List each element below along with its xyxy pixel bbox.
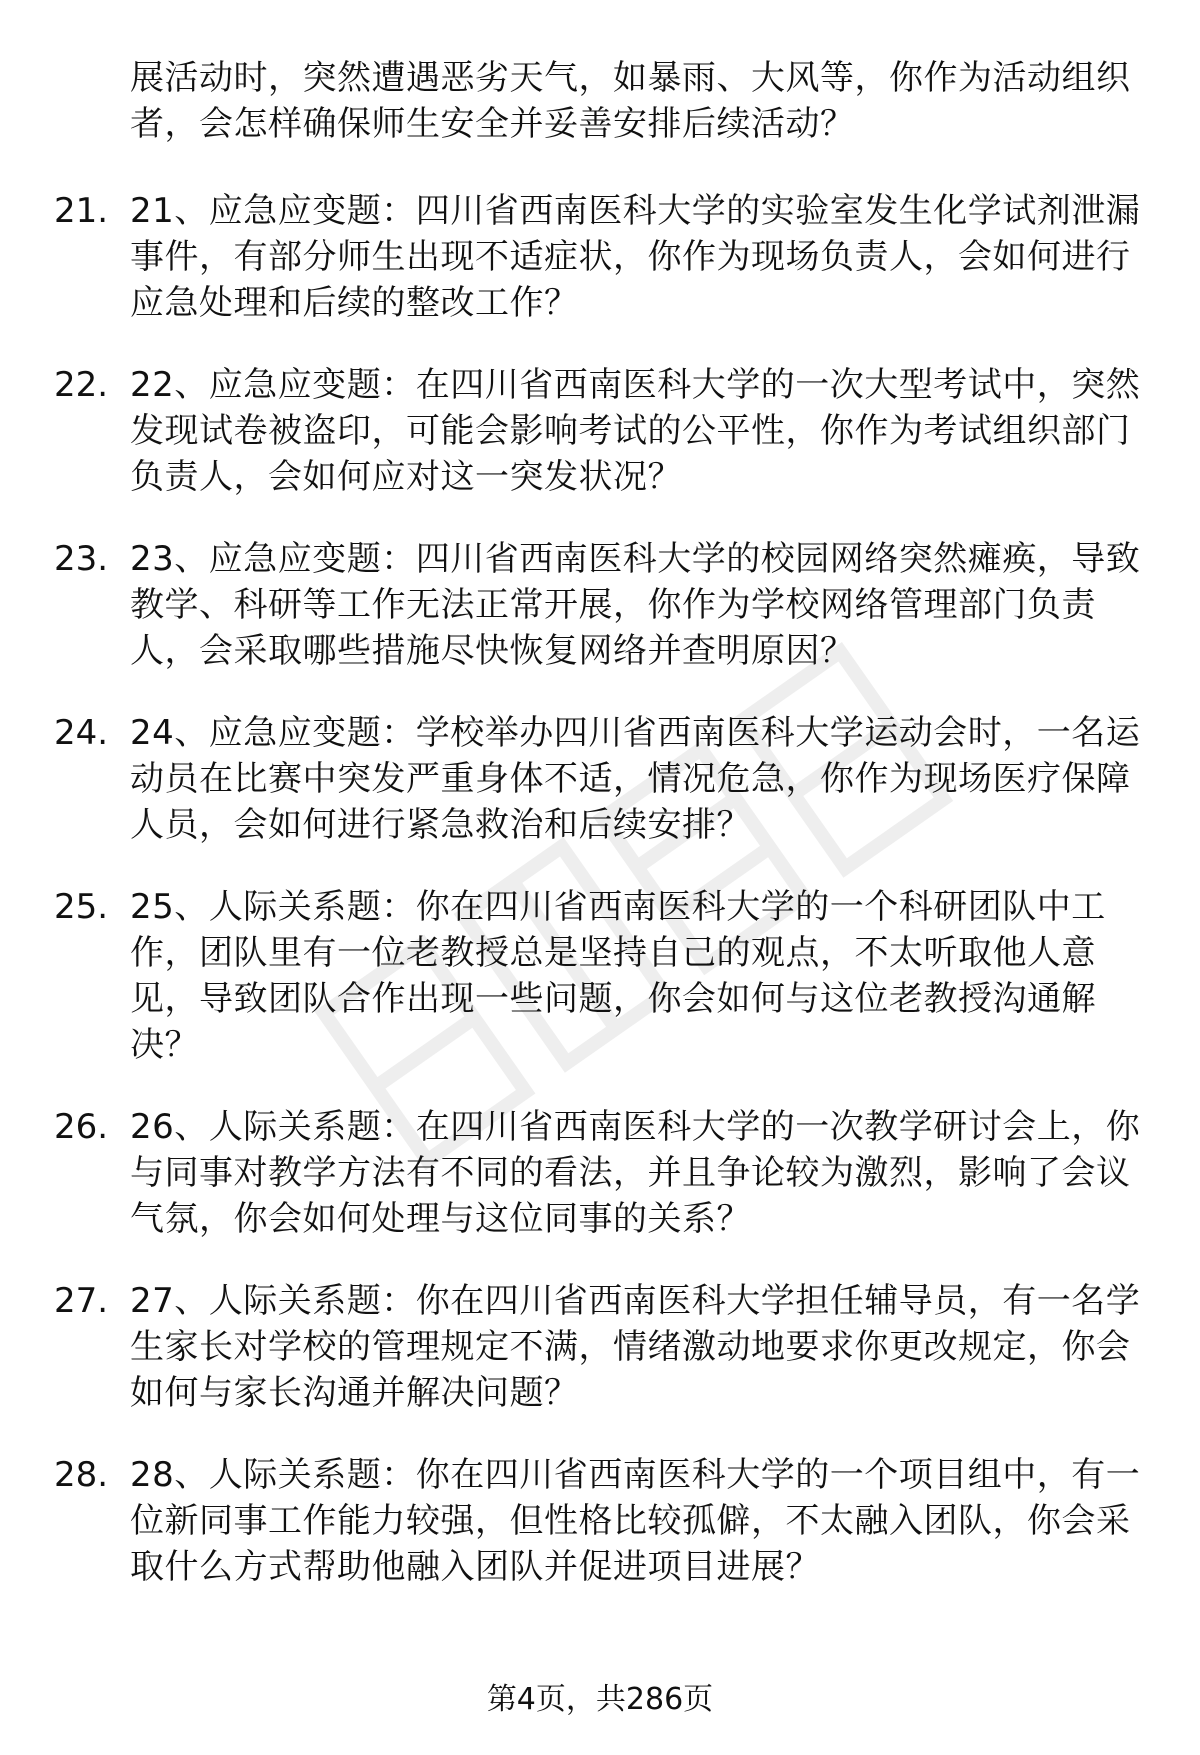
list-item <box>0 362 1200 536</box>
question-list <box>0 188 1200 1626</box>
question-text: 24、应急应变题：学校举办四川省西南医科大学运动会时，一名运动员在比赛中突发严重身体不适，情况危急，你作为现场医疗保障人员，会如何进行紧急救治和后续安排？ <box>130 713 1141 845</box>
list-item <box>0 710 1200 884</box>
question-text: 22、应急应变题：在四川省西南医科大学的一次大型考试中，突然发现试卷被盗印，可能会影响考试的公平性，你作为考试组织部门负责人，会如何应对这一突发状况？ <box>130 365 1141 497</box>
question-number: 22. <box>54 365 109 405</box>
question-text: 23、应急应变题：四川省西南医科大学的校园网络突然瘫痪，导致教学、科研等工作无法正常开展，你作为学校网络管理部门负责人，会采取哪些措施尽快恢复网络并查明原因？ <box>130 539 1141 671</box>
question-number: 21. <box>54 191 109 231</box>
question-number: 23. <box>54 539 109 579</box>
list-item <box>0 1104 1200 1278</box>
question-number: 28. <box>54 1455 109 1495</box>
question-text: 27、人际关系题：你在四川省西南医科大学担任辅导员，有一名学生家长对学校的管理规定不满，情绪激动地要求你更改规定，你会如何与家长沟通并解决问题？ <box>130 1281 1141 1413</box>
continued-question-text: 展活动时，突然遭遇恶劣天气，如暴雨、大风等，你作为活动组织者，会怎样确保师生安全并妥善安排后续活动？ <box>130 58 1131 144</box>
list-item <box>0 188 1200 362</box>
question-number: 26. <box>54 1107 109 1147</box>
question-text: 21、应急应变题：四川省西南医科大学的实验室发生化学试剂泄漏事件，有部分师生出现不适症状，你作为现场负责人，会如何进行应急处理和后续的整改工作？ <box>130 191 1141 323</box>
list-item <box>0 536 1200 710</box>
question-text: 28、人际关系题：你在四川省西南医科大学的一个项目组中，有一位新同事工作能力较强，但性格比较孤僻，不太融入团队，你会采取什么方式帮助他融入团队并促进项目进展？ <box>130 1455 1141 1587</box>
list-item <box>0 1278 1200 1452</box>
question-number: 24. <box>54 713 109 753</box>
question-text: 26、人际关系题：在四川省西南医科大学的一次教学研讨会上，你与同事对教学方法有不同的看法，并且争论较为激烈，影响了会议气氛，你会如何处理与这位同事的关系？ <box>130 1107 1141 1239</box>
list-item <box>0 884 1200 1104</box>
list-item <box>0 1452 1200 1626</box>
question-text: 25、人际关系题：你在四川省西南医科大学的一个科研团队中工作，团队里有一位老教授总是坚持自己的观点，不太听取他人意见，导致团队合作出现一些问题，你会如何与这位老教授沟通解决？ <box>130 887 1106 1065</box>
question-number: 25. <box>54 887 109 927</box>
page-footer: 第4页，共286页 <box>486 1682 714 1717</box>
question-number: 27. <box>54 1281 109 1321</box>
